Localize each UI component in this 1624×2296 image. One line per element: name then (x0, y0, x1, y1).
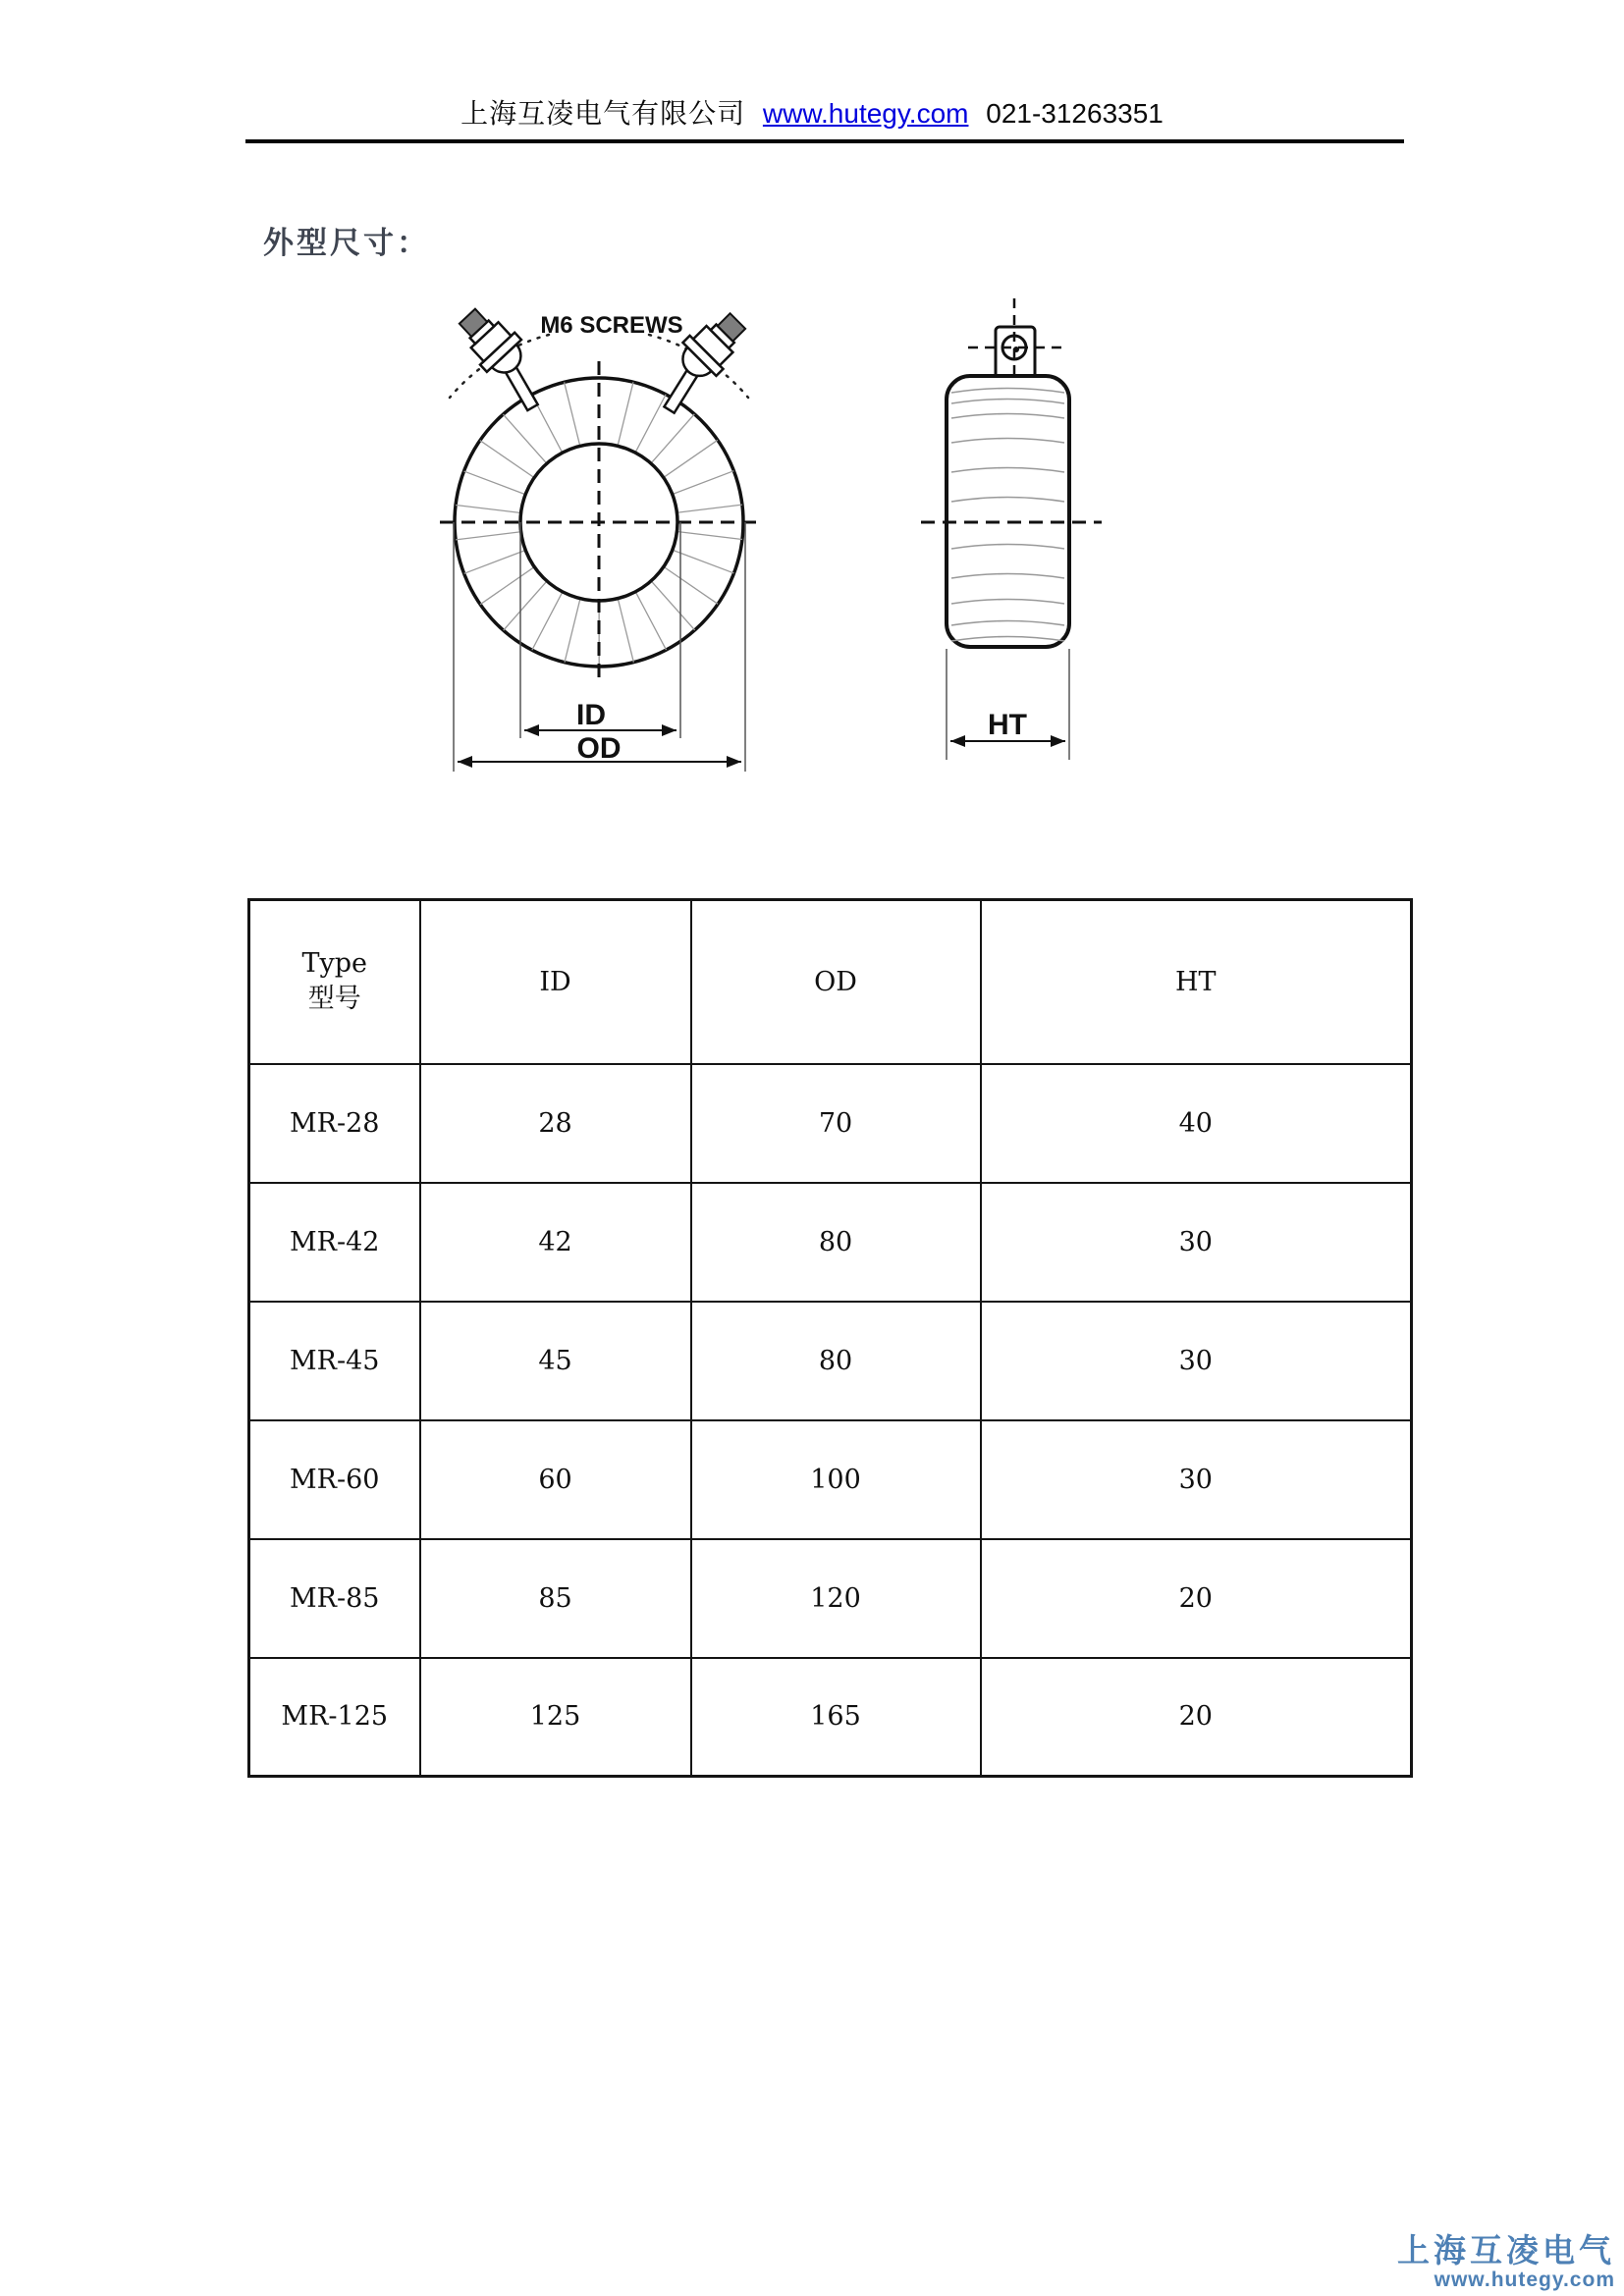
spec-table (247, 898, 1413, 1778)
cell-ht: 30 (981, 1420, 1412, 1539)
footer-brand-name: 上海互凌电气 (1397, 2232, 1615, 2269)
cell-ht: 20 (981, 1539, 1412, 1658)
header-phone-number: 021-31263351 (986, 98, 1164, 129)
side-view (921, 298, 1102, 760)
front-view (440, 293, 764, 772)
table-row (249, 1420, 1412, 1539)
table-row (249, 1539, 1412, 1658)
dimension-diagram (412, 285, 1119, 775)
cell-ht: 20 (981, 1658, 1412, 1777)
table-row (249, 1183, 1412, 1302)
col-header-id: ID (420, 900, 691, 1064)
cell-ht: 30 (981, 1302, 1412, 1420)
cell-od: 80 (691, 1302, 981, 1420)
ht-dimension (947, 649, 1069, 760)
header-divider-line (245, 139, 1404, 143)
cell-id: 28 (420, 1064, 691, 1183)
header-website-link[interactable]: www.hutegy.com (762, 98, 969, 129)
table-row (249, 1064, 1412, 1183)
od-dim-label: OD (576, 732, 622, 765)
col-header-ht: HT (981, 900, 1412, 1064)
col-header-type: Type 型号 (249, 900, 420, 1064)
cell-od: 80 (691, 1183, 981, 1302)
table-row (249, 1658, 1412, 1777)
cell-type: MR-125 (249, 1658, 420, 1777)
cell-type: MR-60 (249, 1420, 420, 1539)
cell-type: MR-85 (249, 1539, 420, 1658)
cell-od: 70 (691, 1064, 981, 1183)
document-header (0, 92, 1624, 132)
cell-id: 45 (420, 1302, 691, 1420)
cell-ht: 40 (981, 1064, 1412, 1183)
id-dim-label: ID (576, 699, 606, 731)
m6-screws-label: M6 SCREWS (540, 312, 683, 339)
cell-id: 60 (420, 1420, 691, 1539)
cell-id: 42 (420, 1183, 691, 1302)
cell-od: 120 (691, 1539, 981, 1658)
ht-dim-label: HT (988, 709, 1027, 741)
cell-od: 165 (691, 1658, 981, 1777)
cell-type: MR-28 (249, 1064, 420, 1183)
cell-id: 85 (420, 1539, 691, 1658)
table-header-row (249, 900, 1412, 1064)
footer-brand (1397, 2234, 1615, 2290)
table-row (249, 1302, 1412, 1420)
header-company-name: 上海互凌电气有限公司 (460, 98, 746, 129)
footer-brand-url[interactable]: www.hutegy.com (1434, 2269, 1615, 2291)
cell-od: 100 (691, 1420, 981, 1539)
section-title: 外型尺寸： (263, 226, 430, 260)
cell-ht: 30 (981, 1183, 1412, 1302)
cell-type: MR-45 (249, 1302, 420, 1420)
cell-type: MR-42 (249, 1183, 420, 1302)
cell-id: 125 (420, 1658, 691, 1777)
col-header-od: OD (691, 900, 981, 1064)
